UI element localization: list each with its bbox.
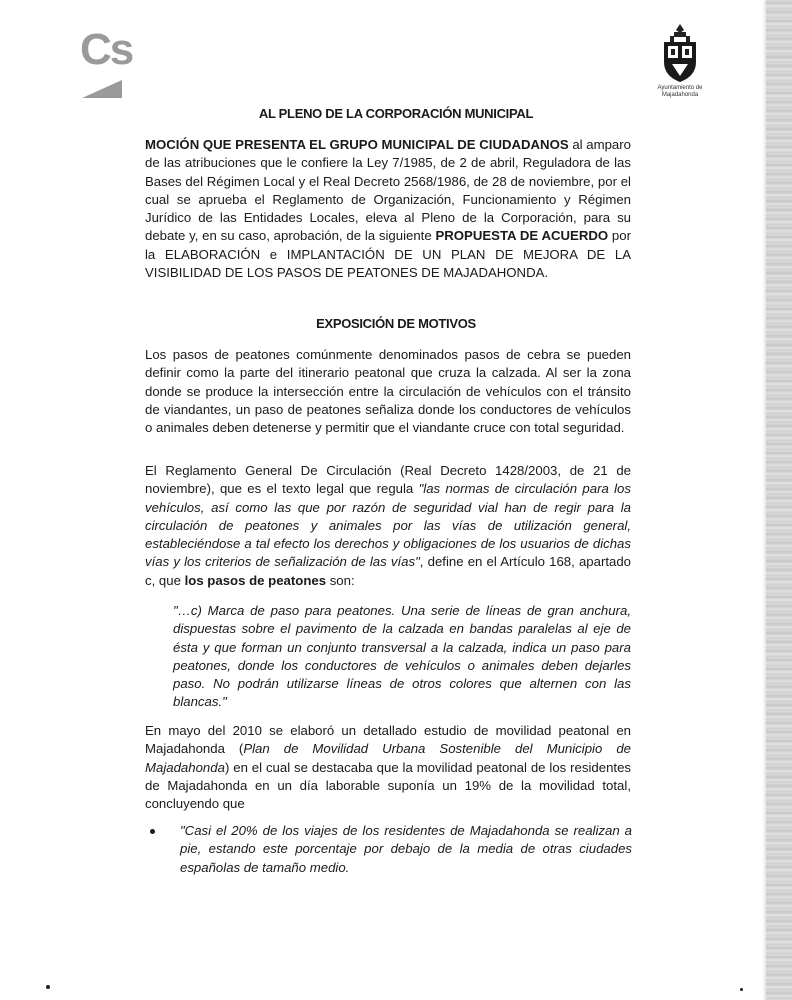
article-quote: "…c) Marca de paso para peatones. Una serie de líneas de gran anchura, dispuestas sobre el pavimento de la calzada en bandas paralelas al eje de ésta y que forman un conjunto transversal a la calzada, indica un paso para peatones, donde los conductores de vehículos o animales deben dejarles paso. No podrán utilizarse líneas de otros colores que alternen con las blancas." [173, 603, 631, 710]
intro-lead: MOCIÓN QUE PRESENTA EL GRUPO MUNICIPAL DE CIUDADANOS [145, 137, 569, 152]
proposal-text: por la ELABORACIÓN e IMPLANTACIÓN DE UN PLAN DE MEJORA DE LA VISIBILIDAD DE LOS PASOS DE PEATONES DE MAJADAHONDA. [145, 228, 631, 281]
scan-speck [46, 985, 50, 989]
crest-caption: Ayuntamiento de Majadahonda [657, 85, 703, 98]
reglamento-middle: , define en el Artículo 168, apartado c, que [145, 554, 632, 588]
ciudadanos-logo [80, 25, 150, 98]
intro-paragraph [145, 136, 631, 282]
paragraph-movilidad [145, 722, 631, 813]
movilidad-end: ) en el cual se destacaba que la movilidad peatonal de los residentes de Majadahonda en un día laborable suponía un 19% de la movilidad total, concluyendo que [145, 759, 631, 812]
bullet-text: "Casi el 20% de los viajes de los residentes de Majadahonda se realizan a pie, estando este porcentaje por debajo de la media de otras ciudades españolas de tamaño medio. [180, 823, 632, 875]
logo-text: Cs [80, 25, 133, 74]
coat-of-arms [650, 22, 710, 104]
section-title: EXPOSICIÓN DE MOTIVOS [316, 316, 476, 331]
movilidad-start: En mayo del 2010 se elaboró un detallado estudio de movilidad peatonal en Majadahonda ( [145, 723, 631, 757]
movilidad-plan: Plan de Movilidad Urbana Sostenible del Municipio de Majadahonda [145, 741, 631, 775]
proposal-label: PROPUESTA DE ACUERDO [435, 228, 609, 244]
paragraph-reglamento [145, 462, 631, 590]
intro-body: al amparo de las atribuciones que le confiere la Ley 7/1985, de 2 de abril, Reguladora de las Bases del Régimen Local y el Real Decreto 2568/1986, de 28 de noviembre, por el cual se aprueba el Reglamento de Organización, Funcionamiento y Régimen Jurídico de las Entidades Locales, eleva al Pleno de la Corporación, para su debate y, en su caso, aprobación, de la siguiente [145, 137, 631, 244]
reglamento-start: El Reglamento General De Circulación (Real Decreto 1428/2003, de 21 de noviembre), que es el texto legal que regula [145, 463, 631, 497]
page-title: AL PLENO DE LA CORPORACIÓN MUNICIPAL [258, 106, 534, 121]
reglamento-end: son: [326, 572, 355, 588]
reglamento-bold: los pasos de peatones [184, 572, 327, 588]
reglamento-quote: "las normas de circulación para los vehículos, así como las que por razón de seguridad vial han de regir para la circulación de peatones y animales por las vías de utilización general, estableciéndose a tal efecto los derechos y obligaciones de los usuarios de dichas vías y los criterios de señalización de las vías" [145, 481, 631, 570]
scan-speck [740, 988, 743, 991]
paragraph-pasos: Los pasos de peatones comúnmente denominados pasos de cebra se pueden definir como la parte del itinerario peatonal que cruza la calzada. Al ser la zona donde se produce la intersección entre la circulación de vehículos con el tránsito de viandantes, un paso de peatones señaliza donde los conductores de vehículos o animales deben detenerse y permitir que el viandante cruce con total seguridad. [145, 347, 631, 436]
bullet-icon [150, 829, 155, 834]
crest-icon [650, 22, 710, 84]
logo-triangle-icon [82, 80, 122, 98]
scan-edge [766, 0, 792, 1000]
